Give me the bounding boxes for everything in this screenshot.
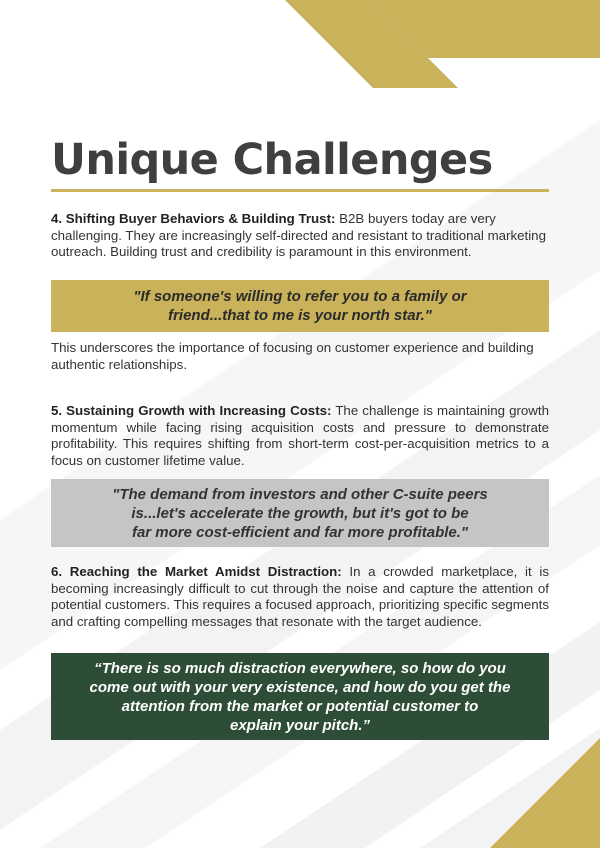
section-4-body: B2B buyers today are very challenging. They are increasingly self-directed and resistant to traditional marketing outreach. Building trust and credibility is paramount in this environment. [51, 211, 546, 259]
section-6-text [51, 564, 549, 630]
quote-line: "The demand from investors and other C-suite peers [112, 485, 488, 503]
section-5-text [51, 403, 549, 469]
section-5-body: The challenge is maintaining growth momentum while facing rising acquisition costs and pressure to demonstrate profitability. This requires shifting from short-term cost-per-acquisition metrics to a focus on customer lifetime value. [51, 403, 549, 468]
quote-line: “There is so much distraction everywhere, so how do you [94, 659, 506, 677]
page-title: Unique Challenges [51, 135, 493, 185]
section-5-heading: 5. Sustaining Growth with Increasing Costs: [51, 403, 332, 418]
section-6-heading: 6. Reaching the Market Amidst Distraction: [51, 564, 342, 579]
quote-box-3 [51, 653, 549, 740]
quote-line: attention from the market or potential customer to [121, 697, 479, 715]
quote-box-1 [51, 280, 549, 332]
quote-line: far more cost-efficient and far more profitable." [131, 523, 469, 541]
quote-line: "If someone's willing to refer you to a family or [133, 288, 467, 305]
section-4-after: This underscores the importance of focusing on customer experience and building authentic relationships. [51, 340, 534, 372]
section-4-text [51, 211, 549, 261]
quote-line: friend...that to me is your north star." [168, 307, 432, 324]
quote-box-2 [51, 479, 549, 547]
quote-line: explain your pitch.” [229, 716, 371, 734]
section-6-body: In a crowded marketplace, it is becoming increasingly difficult to cut through the noise and capture the attention of potential customers. This requires a focused approach, prioritizing specific segments and crafting compelling messages that resonate with the target audience. [51, 564, 549, 629]
quote-line: come out with your very existence, and how do you get the [89, 678, 511, 696]
quote-line: is...let's accelerate the growth, but it's got to be [131, 504, 469, 522]
section-4-heading: 4. Shifting Buyer Behaviors & Building Trust: [51, 211, 336, 226]
title-underline [51, 189, 549, 192]
